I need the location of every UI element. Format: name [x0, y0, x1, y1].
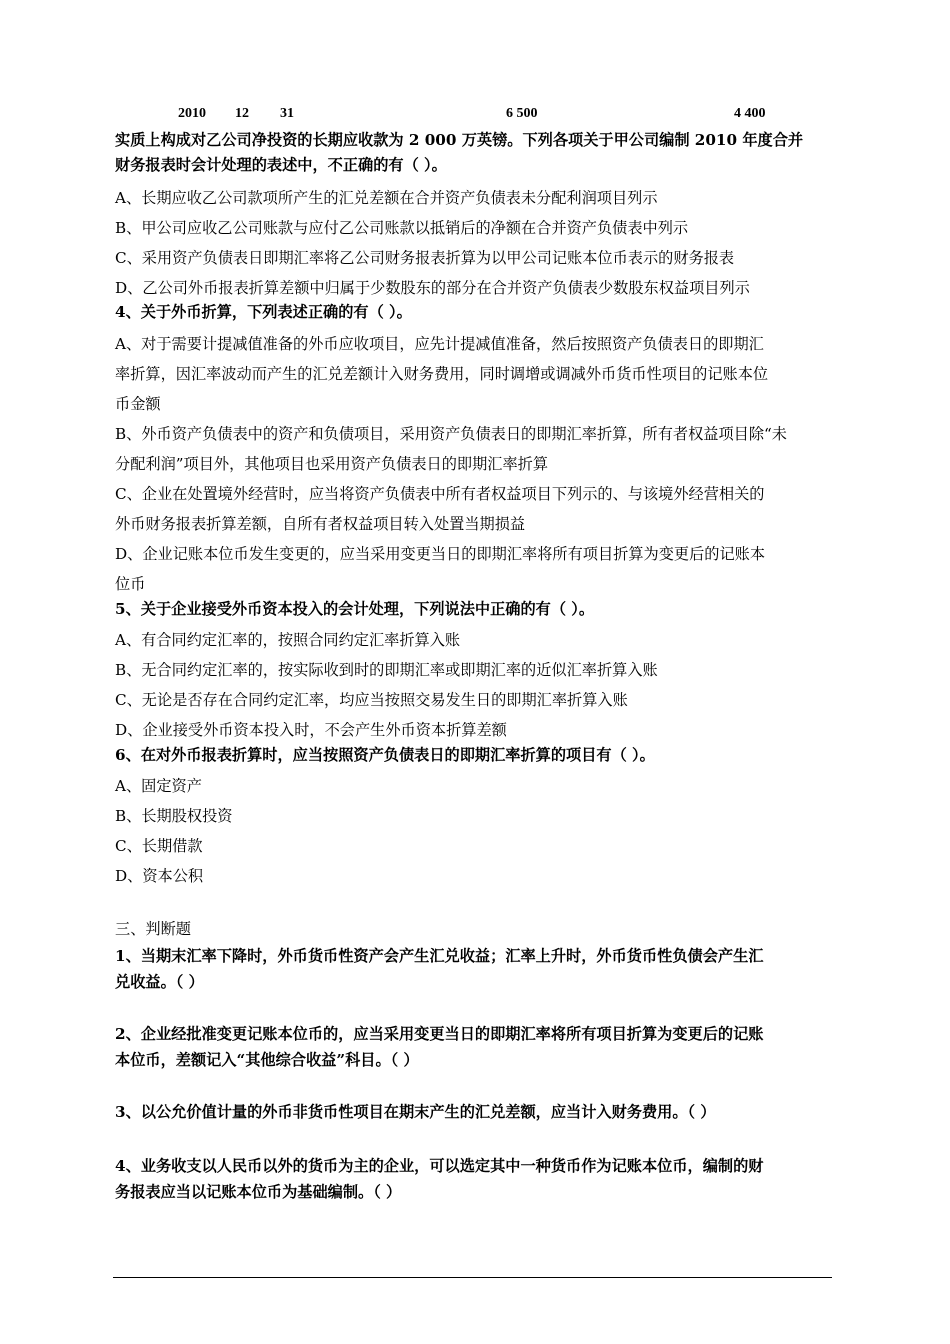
judgement-2-line-2: 本位币，差额记入“其他综合收益”科目。（ ）	[115, 1051, 419, 1069]
judgement-1-line-1: 1、当期末汇率下降时，外币货币性资产会产生汇兑收益；汇率上升时，外币货币性负债会产生汇	[115, 947, 764, 965]
footer-rule	[113, 1277, 832, 1278]
q5-option-c: C、无论是否存在合同约定汇率，均应当按照交易发生日的即期汇率折算入账	[115, 691, 628, 709]
q6-stem: 6、在对外币报表折算时，应当按照资产负债表日的即期汇率折算的项目有（ ）。	[115, 746, 655, 764]
q5-option-d: D、企业接受外币资本投入时，不会产生外币资本折算差额	[115, 721, 507, 739]
q5-option-b: B、无合同约定汇率的，按实际收到时的即期汇率或即期汇率的近似汇率折算入账	[115, 661, 658, 679]
section-title-judgement: 三、判断题	[115, 920, 191, 938]
q6-option-a: A、固定资产	[115, 777, 202, 795]
q4-option-a-line-1: A、对于需要计提减值准备的外币应收项目，应先计提减值准备，然后按照资产负债表日的即期汇	[115, 335, 764, 353]
judgement-1-line-2: 兑收益。（ ）	[115, 973, 204, 991]
q4-option-d-line-1: D、企业记账本位币发生变更的，应当采用变更当日的即期汇率将所有项目折算为变更后的记账本	[115, 545, 766, 563]
judgement-2-line-1: 2、企业经批准变更记账本位币的，应当采用变更当日的即期汇率将所有项目折算为变更后的记账	[115, 1025, 764, 1043]
q4-option-b-line-2: 分配利润”项目外，其他项目也采用资产负债表日的即期汇率折算	[115, 455, 549, 473]
q4-option-a-line-2: 率折算，因汇率波动而产生的汇兑差额计入财务费用，同时调增或调减外币货币性项目的记账本位	[115, 365, 769, 383]
q3-option-d: D、乙公司外币报表折算差额中归属于少数股东的部分在合并资产负债表少数股东权益项目列示	[115, 279, 750, 297]
q3-stem-line-2: 财务报表时会计处理的表述中，不正确的有（ ）。	[115, 156, 447, 174]
q6-option-b: B、长期股权投资	[115, 807, 233, 825]
judgement-4-line-2: 务报表应当以记账本位币为基础编制。（ ）	[115, 1183, 402, 1201]
q3-stem-line-1: 实质上构成对乙公司净投资的长期应收款为 2 000 万英镑。下列各项关于甲公司编制 2010 年度合并	[115, 131, 804, 149]
day-cell: 31	[280, 106, 294, 121]
value-b-cell: 4 400	[734, 106, 766, 121]
q3-option-b: B、甲公司应收乙公司账款与应付乙公司账款以抵销后的净额在合并资产负债表中列示	[115, 219, 689, 237]
q6-option-c: C、长期借款	[115, 837, 203, 855]
q4-option-b-line-1: B、外币资产负债表中的资产和负债项目，采用资产负债表日的即期汇率折算，所有者权益项目除“未	[115, 425, 787, 443]
value-a-cell: 6 500	[506, 106, 538, 121]
q4-option-a-line-3: 币金额	[115, 395, 161, 413]
q3-option-c: C、采用资产负债表日即期汇率将乙公司财务报表折算为以甲公司记账本位币表示的财务报表	[115, 249, 735, 267]
q5-stem: 5、关于企业接受外币资本投入的会计处理，下列说法中正确的有（ ）。	[115, 600, 595, 618]
year-cell: 2010	[178, 106, 206, 121]
q3-option-a: A、长期应收乙公司款项所产生的汇兑差额在合并资产负债表未分配利润项目列示	[115, 189, 658, 207]
q4-option-d-line-2: 位币	[115, 575, 146, 593]
month-cell: 12	[235, 106, 249, 121]
judgement-4-line-1: 4、业务收支以人民币以外的货币为主的企业，可以选定其中一种货币作为记账本位币，编制的财	[115, 1157, 764, 1175]
judgement-3-line-1: 3、以公允价值计量的外币非货币性项目在期末产生的汇兑差额，应当计入财务费用。（ ）	[115, 1103, 716, 1121]
q4-stem: 4、关于外币折算，下列表述正确的有（ ）。	[115, 303, 412, 321]
q4-option-c-line-2: 外币财务报表折算差额，自所有者权益项目转入处置当期损益	[115, 515, 526, 533]
q4-option-c-line-1: C、企业在处置境外经营时，应当将资产负债表中所有者权益项目下列示的、与该境外经营相关的	[115, 485, 765, 503]
q6-option-d: D、资本公积	[115, 867, 204, 885]
q5-option-a: A、有合同约定汇率的，按照合同约定汇率折算入账	[115, 631, 461, 649]
